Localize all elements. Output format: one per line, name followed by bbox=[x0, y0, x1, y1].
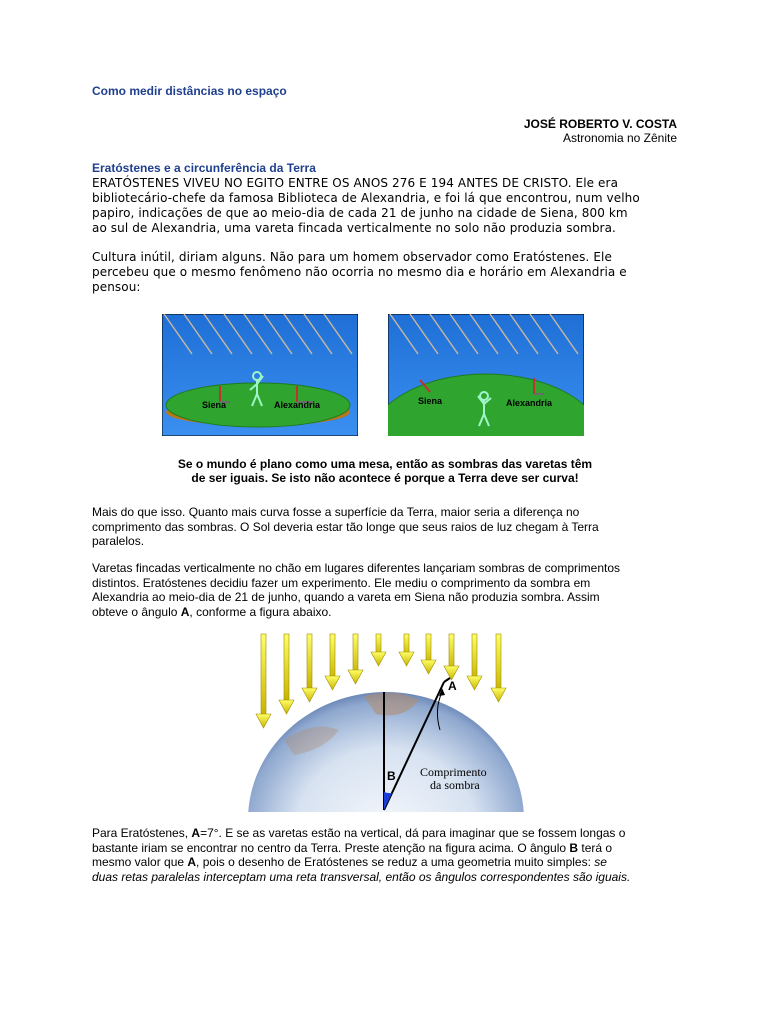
label-siena: Siena bbox=[202, 400, 227, 410]
section-title: Eratóstenes e a circunferência da Terra bbox=[92, 161, 316, 175]
text-line: duas retas paralelas interceptam uma reta transversal, então os ângulos correspondentes são iguais. bbox=[92, 869, 631, 884]
page-title: Como medir distâncias no espaço bbox=[92, 84, 287, 98]
label-shadow-1: Comprimento bbox=[420, 765, 487, 779]
text-line: bastante iriam se encontrar no centro da Terra. Preste atenção na figura acima. O ângulo B terá o bbox=[92, 840, 613, 855]
text-line: papiro, indicações de que ao meio-dia de cada 21 de junho na cidade de Siena, 800 km bbox=[92, 206, 628, 220]
paragraph-culture bbox=[92, 250, 692, 295]
text-line: Varetas fincadas verticalmente no chão em lugares diferentes lançariam sombras de comprimentos bbox=[92, 561, 621, 575]
figure-caption bbox=[140, 457, 630, 485]
earth-sunrays-illustration bbox=[244, 630, 526, 812]
text-line: Alexandria ao meio-dia de 21 de junho, quando a vareta em Siena não produzia sombra. Assim bbox=[92, 590, 600, 604]
text-line: Para Eratóstenes, A=7°. E se as varetas estão na vertical, dá para imaginar que se fossem longas o bbox=[92, 826, 626, 840]
text-line: pensou: bbox=[92, 280, 141, 294]
label-alexandria: Alexandria bbox=[506, 398, 553, 408]
text-line: paralelos. bbox=[92, 534, 145, 548]
flat-earth-illustration bbox=[162, 314, 358, 436]
label-alexandria: Alexandria bbox=[274, 400, 321, 410]
label-shadow-2: da sombra bbox=[430, 778, 480, 792]
text-line: ERATÓSTENES VIVEU NO EGITO ENTRE OS ANOS 276 E 194 ANTES DE CRISTO. Ele era bbox=[92, 176, 619, 190]
text-line: Mais do que isso. Quanto mais curva fosse a superfície da Terra, maior seria a diferença no bbox=[92, 505, 580, 519]
label-angle-a: A bbox=[448, 679, 457, 693]
text-line: obteve o ângulo A, conforme a figura abaixo. bbox=[92, 604, 332, 619]
paragraph-conclusion bbox=[92, 826, 692, 884]
paragraph-curvature bbox=[92, 505, 692, 549]
text-line: percebeu que o mesmo fenômeno não ocorria no mesmo dia e horário em Alexandria e bbox=[92, 265, 627, 279]
label-angle-b: B bbox=[387, 769, 396, 783]
text-line: bibliotecário-chefe da famosa Biblioteca de Alexandria, e foi lá que encontrou, num velho bbox=[92, 191, 640, 205]
text-line: Cultura inútil, diriam alguns. Não para um homem observador como Eratóstenes. Ele bbox=[92, 250, 612, 264]
caption-line: Se o mundo é plano como uma mesa, então as sombras das varetas têm bbox=[177, 457, 593, 471]
text-line: ao sul de Alexandria, uma vareta fincada verticalmente no solo não produzia sombra. bbox=[92, 221, 616, 235]
paragraph-experiment bbox=[92, 561, 702, 619]
caption-line: de ser iguais. Se isto não acontece é porque a Terra deve ser curva! bbox=[191, 471, 579, 485]
author-name: JOSÉ ROBERTO V. COSTA bbox=[523, 117, 677, 131]
site-name: Astronomia no Zênite bbox=[562, 131, 677, 145]
text-line: distintos. Eratóstenes decidiu fazer um experimento. Ele mediu o comprimento da sombra em bbox=[92, 575, 591, 590]
label-siena: Siena bbox=[418, 396, 443, 406]
text-line: comprimento das sombras. O Sol deveria estar tão longe que seus raios de luz chegam à Terra bbox=[92, 519, 599, 534]
curved-earth-illustration bbox=[388, 314, 584, 436]
paragraph-intro bbox=[92, 176, 692, 236]
text-line: mesmo valor que A, pois o desenho de Eratóstenes se reduz a uma geometria muito simples: se bbox=[92, 855, 607, 869]
